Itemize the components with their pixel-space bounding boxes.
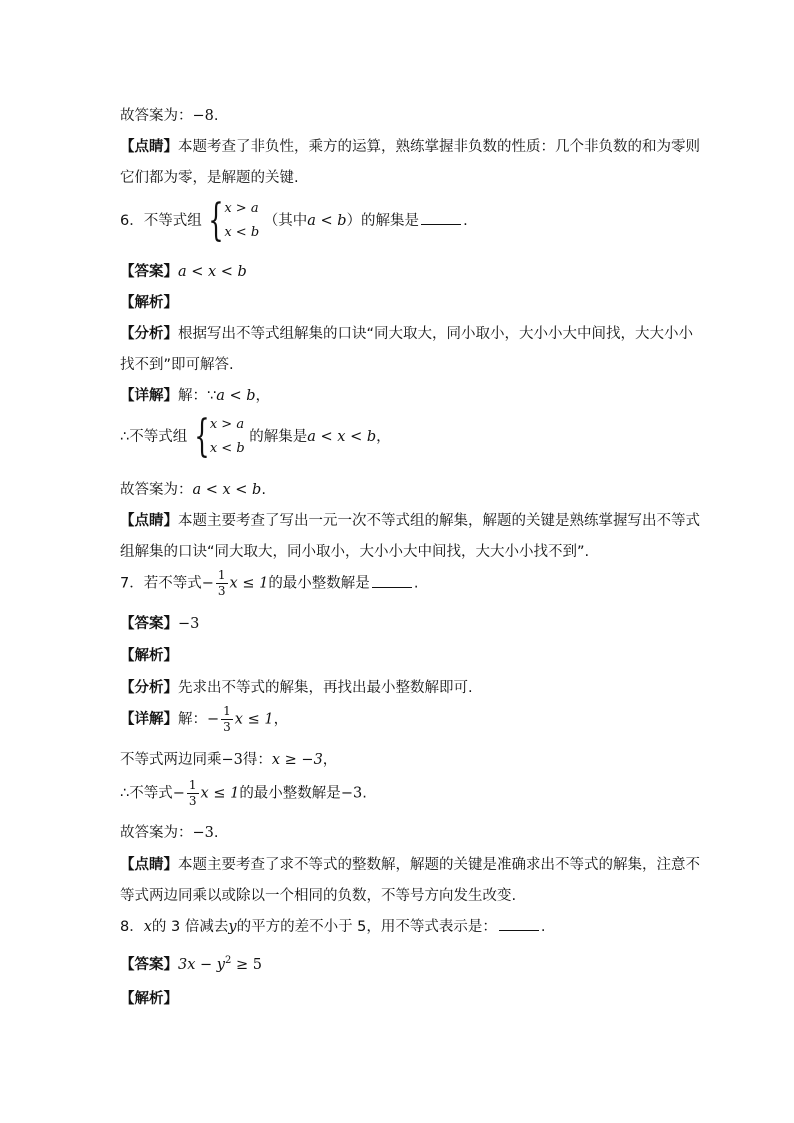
detail-tag: 【详解】 xyxy=(120,388,178,404)
comment-text: 本题主要考查了求不等式的整数解，解题的关键是准确求出不等式的解集，注意不 xyxy=(178,857,700,873)
reasoning-tag: 【分析】 xyxy=(120,326,178,342)
period: . xyxy=(413,575,419,592)
analysis-6 xyxy=(120,291,178,312)
comment-text: 组解集的口诀“同大取大，同小取小，大小小大中间找，大大小小找不到”. xyxy=(120,544,590,560)
period: . xyxy=(362,785,367,802)
punct: ， xyxy=(255,388,271,404)
answer-value: a < x < b xyxy=(178,264,247,280)
answer-8 xyxy=(120,953,262,974)
answer-value: 3x − y xyxy=(178,957,225,973)
question-text: 的 3 倍减去 xyxy=(151,919,229,935)
question-text: ）的解集是 xyxy=(346,213,420,229)
condition: a < b xyxy=(307,213,347,229)
comment-7-cont xyxy=(120,884,516,905)
denominator: 3 xyxy=(223,720,231,734)
detail-text: 得： xyxy=(242,752,272,768)
comment-7 xyxy=(120,853,700,874)
result-7 xyxy=(120,821,218,842)
detail-text: 不等式两边同乘 xyxy=(120,752,222,768)
system-row: x > a xyxy=(224,201,259,216)
fraction xyxy=(187,778,199,809)
question-label: 6．不等式组 xyxy=(120,213,202,229)
period: . xyxy=(213,108,219,124)
numerator: 1 xyxy=(188,778,197,792)
comment-line xyxy=(120,135,700,156)
detail-7-result xyxy=(120,778,367,809)
inequality-system xyxy=(192,413,245,461)
answer-value: ≥ 5 xyxy=(231,957,262,973)
system-row: x < b xyxy=(224,225,260,240)
minus-sign: − xyxy=(207,711,220,728)
analysis-tag: 【解析】 xyxy=(120,295,178,311)
comment-text: 等式两边同乘以或除以一个相同的负数，不等号方向发生改变. xyxy=(120,888,517,904)
answer-tag: 【答案】 xyxy=(120,957,178,973)
reasoning-tag: 【分析】 xyxy=(120,680,178,696)
fraction xyxy=(216,568,228,599)
question-text: 的最小整数解是 xyxy=(268,575,370,592)
question-7 xyxy=(120,568,418,599)
numerator: 1 xyxy=(223,704,231,718)
math-expr: a < x < b xyxy=(192,482,262,498)
variable: x xyxy=(143,919,152,935)
math-expr: −3 xyxy=(340,785,363,802)
punct: ， xyxy=(273,711,289,728)
detail-text: 的最小整数解是 xyxy=(239,785,341,802)
question-label: 7．若不等式 xyxy=(120,575,202,592)
answer-tag: 【答案】 xyxy=(120,616,178,632)
detail-7 xyxy=(120,704,288,735)
reasoning-7 xyxy=(120,676,473,697)
detail-text: ∴不等式组 xyxy=(120,429,188,445)
result-6 xyxy=(120,478,266,499)
question-8 xyxy=(120,915,546,936)
reasoning-6-cont xyxy=(120,353,234,374)
analysis-tag: 【解析】 xyxy=(120,991,178,1007)
numerator: 1 xyxy=(217,568,226,582)
exponent: 2 xyxy=(224,955,232,967)
denominator: 3 xyxy=(217,584,226,598)
analysis-tag: 【解析】 xyxy=(120,648,178,664)
math-expr: x ≥ −3 xyxy=(271,752,323,768)
punct: ， xyxy=(376,429,391,445)
brace-icon: { xyxy=(194,411,210,462)
reasoning-text: 根据写出不等式组解集的口诀“同大取大，同小取小，大小小大中间找，大大小小 xyxy=(178,326,694,342)
answer-text: 故答案为： xyxy=(120,825,193,841)
math-expr: x ≤ 1 xyxy=(234,711,274,728)
system-row: x > a xyxy=(209,417,245,432)
comment-text: 本题主要考查了写出一元一次不等式组的解集，解题的关键是熟练掌握写出不等式 xyxy=(178,513,700,529)
math-expr: x ≤ 1 xyxy=(200,785,240,802)
system-row: x < b xyxy=(209,441,245,456)
answer-line xyxy=(120,104,218,125)
detail-text: 解：∵ xyxy=(178,388,217,404)
comment-tag: 【点睛】 xyxy=(120,857,178,873)
comment-tag: 【点睛】 xyxy=(120,139,178,155)
question-text: 的平方的差不小于 5，用不等式表示是： xyxy=(236,919,497,935)
answer-text: 故答案为： xyxy=(120,108,193,124)
period: . xyxy=(261,482,266,498)
period: . xyxy=(213,825,219,841)
analysis-8 xyxy=(120,987,178,1008)
comment-text: 本题考查了非负性，乘方的运算，熟练掌握非负数的性质：几个非负数的和为零则 xyxy=(178,139,700,155)
fraction xyxy=(221,704,233,735)
comment-line-2 xyxy=(120,166,299,187)
math-expr: a < x < b xyxy=(307,429,377,445)
math-expr: −3 xyxy=(221,752,243,768)
question-6 xyxy=(120,197,468,245)
answer-tag: 【答案】 xyxy=(120,264,178,280)
brace-icon: { xyxy=(208,195,225,246)
period: . xyxy=(463,213,468,229)
answer-blank xyxy=(499,918,539,931)
minus-sign: − xyxy=(172,785,185,802)
question-text: （其中 xyxy=(263,213,308,229)
answer-value: −3 xyxy=(178,616,200,632)
inequality-system xyxy=(206,197,259,245)
math-expr: a < b xyxy=(216,388,256,404)
reasoning-text: 先求出不等式的解集，再找出最小整数解即可. xyxy=(178,680,473,696)
detail-7-step xyxy=(120,748,337,769)
denominator: 3 xyxy=(188,794,197,808)
punct: ， xyxy=(322,752,338,768)
period: . xyxy=(540,919,546,935)
detail-6 xyxy=(120,384,270,405)
analysis-7 xyxy=(120,644,178,665)
question-label: 8． xyxy=(120,919,144,935)
answer-blank xyxy=(421,212,461,225)
reasoning-6 xyxy=(120,322,693,343)
math-expr: −3 xyxy=(192,825,214,841)
minus-sign: − xyxy=(201,575,214,592)
variable: y xyxy=(228,919,237,935)
answer-7 xyxy=(120,612,199,633)
comment-tag: 【点睛】 xyxy=(120,513,178,529)
answer-blank xyxy=(372,575,412,588)
detail-tag: 【详解】 xyxy=(120,711,178,728)
math-expr: x ≤ 1 xyxy=(229,575,269,592)
detail-text: 解： xyxy=(178,711,207,728)
detail-text: 的解集是 xyxy=(249,429,308,445)
comment-6-cont xyxy=(120,540,589,561)
answer-value: −8 xyxy=(192,108,214,124)
comment-6 xyxy=(120,509,700,530)
detail-text: ∴不等式 xyxy=(120,785,173,802)
comment-text: 它们都为零，是解题的关键. xyxy=(120,170,299,186)
answer-text: 故答案为： xyxy=(120,482,193,498)
reasoning-text: 找不到”即可解答. xyxy=(120,357,234,373)
detail-6-system xyxy=(120,413,391,461)
answer-6 xyxy=(120,260,247,281)
